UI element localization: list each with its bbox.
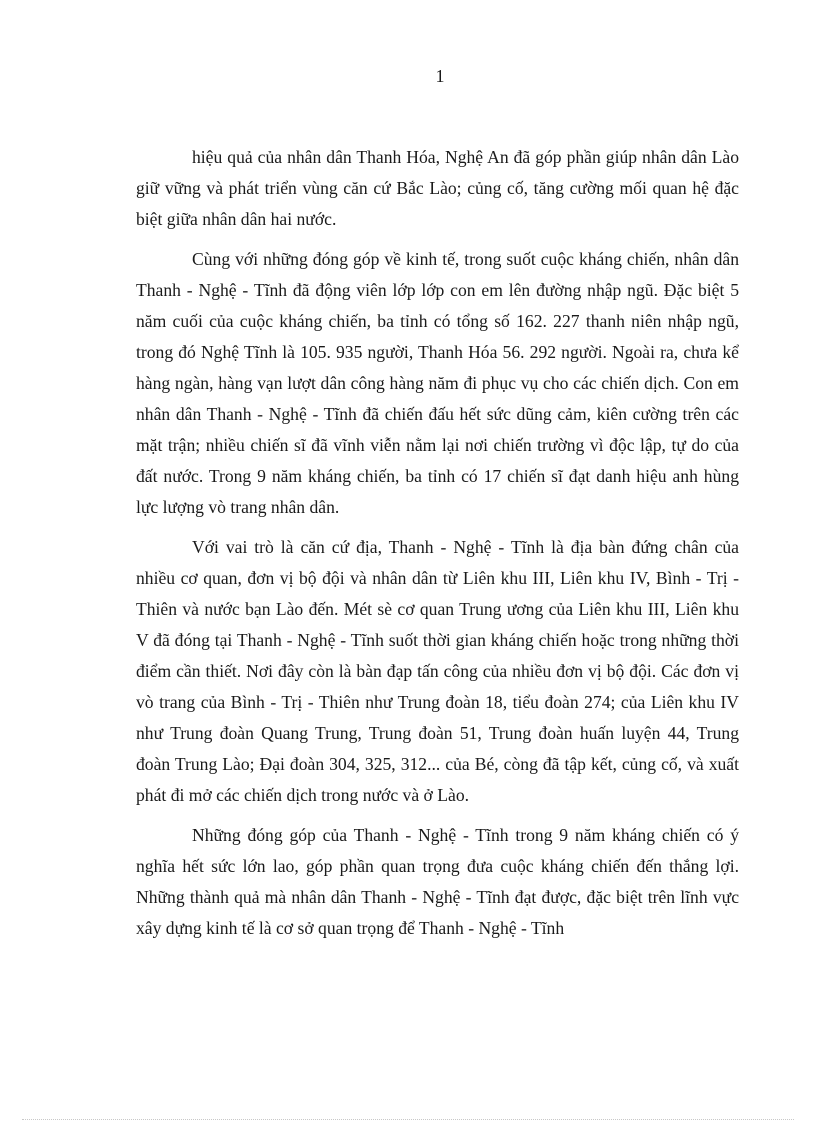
page-number: 1: [435, 66, 445, 86]
document-body: [136, 142, 739, 953]
paragraph-4: Những đóng góp của Thanh - Nghệ - Tĩnh trong 9 năm kháng chiến có ý nghĩa hết sức lớn lao, góp phần quan trọng đưa cuộc kháng chiến đến thắng lợi. Những thành quả mà nhân dân Thanh - Nghệ - Tĩnh đạt được, đặc biệt trên lĩnh vực xây dựng kinh tế là cơ sở quan trọng để Thanh - Nghệ - Tĩnh: [136, 825, 739, 938]
paragraph-1: hiệu quả của nhân dân Thanh Hóa, Nghệ An đã góp phần giúp nhân dân Lào giữ vững và phát triển vùng căn cứ Bắc Lào; củng cố, tăng cường mối quan hệ đặc biệt giữa nhân dân hai nước.: [136, 147, 739, 229]
paragraph-2: Cùng với những đóng góp về kinh tế, trong suốt cuộc kháng chiến, nhân dân Thanh - Nghệ - Tĩnh đã động viên lớp lớp con em lên đường nhập ngũ. Đặc biệt 5 năm cuối của cuộc kháng chiến, ba tỉnh có tổng số 162. 227 thanh niên nhập ngũ, trong đó Nghệ Tĩnh là 105. 935 người, Thanh Hóa 56. 292 người. Ngoài ra, chưa kể hàng ngàn, hàng vạn lượt dân công hàng năm đi phục vụ cho các chiến dịch. Con em nhân dân Thanh - Nghệ - Tĩnh đã chiến đấu hết sức dũng cảm, kiên cường trên các mặt trận; nhiều chiến sĩ đã vĩnh viễn nằm lại nơi chiến trường vì độc lập, tự do của đất nước. Trong 9 năm kháng chiến, ba tỉnh có 17 chiến sĩ đạt danh hiệu anh hùng lực lượng vò trang nhân dân.: [136, 249, 739, 517]
page-bottom-border: [22, 1119, 794, 1120]
paragraph-3: Với vai trò là căn cứ địa, Thanh - Nghệ - Tĩnh là địa bàn đứng chân của nhiều cơ quan, đơn vị bộ đội và nhân dân từ Liên khu III, Liên khu IV, Bình - Trị - Thiên và nước bạn Lào đến. Mét sè cơ quan Trung ương của Liên khu III, Liên khu V đã đóng tại Thanh - Nghệ - Tĩnh suốt thời gian kháng chiến hoặc trong những thời điểm cần thiết. Nơi đây còn là bàn đạp tấn công của nhiều đơn vị bộ đội. Các đơn vị vò trang của Bình - Trị - Thiên như Trung đoàn 18, tiểu đoàn 274; của Liên khu IV như Trung đoàn Quang Trung, Trung đoàn 51, Trung đoàn huấn luyện 44, Trung đoàn Trung Lào; Đại đoàn 304, 325, 312... của Bé, còng đã tập kết, củng cố, và xuất phát đi mở các chiến dịch trong nước và ở Lào.: [136, 537, 739, 805]
